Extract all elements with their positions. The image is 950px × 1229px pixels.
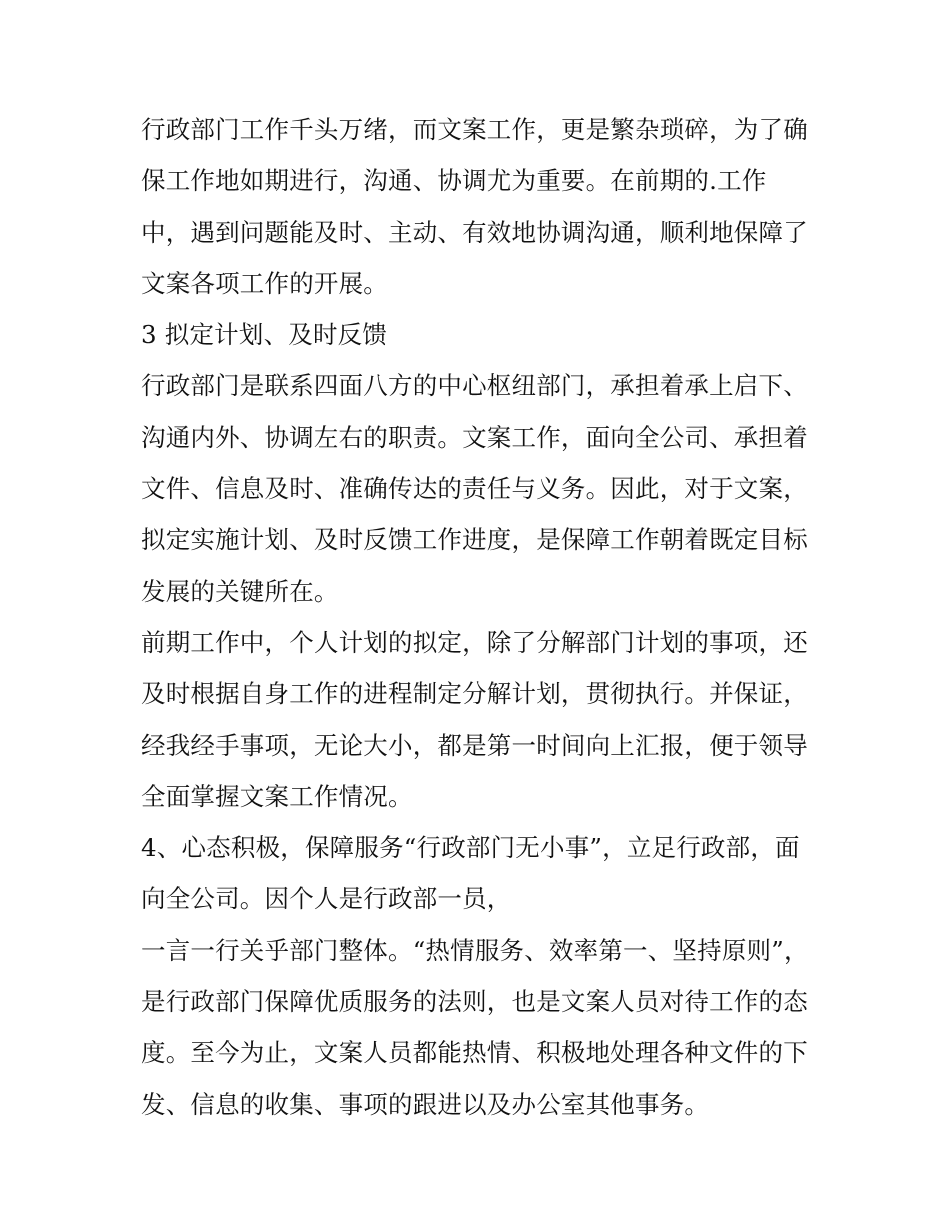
text-line-8: 文件、信息及时、准确传达的责任与义务。因此，对于文案， — [141, 474, 808, 504]
text-line-2: 保工作地如期进行，沟通、协调尤为重要。在前期的.工作 — [141, 166, 767, 196]
section-heading-3: 3 拟定计划、及时反馈 — [141, 320, 388, 350]
text-line-9: 拟定实施计划、及时反馈工作进度，是保障工作朝着既定目标 — [141, 525, 808, 555]
text-line-3: 中，遇到问题能及时、主动、有效地协调沟通，顺利地保障了 — [141, 217, 808, 247]
text-line-17: 一言一行关乎部门整体。“热情服务、效率第一、坚持原则”， — [141, 935, 809, 965]
text-line-19: 度。至今为止，文案人员都能热情、积极地处理各种文件的下 — [141, 1038, 808, 1068]
text-line-12: 及时根据自身工作的进程制定分解计划，贯彻执行。并保证， — [141, 679, 808, 709]
text-line-6: 行政部门是联系四面八方的中心枢纽部门，承担着承上启下、 — [141, 371, 808, 401]
text-line-13: 经我经手事项，无论大小，都是第一时间向上汇报，便于领导 — [141, 730, 808, 760]
text-line-16: 向全公司。因个人是行政部一员， — [141, 884, 512, 914]
text-line-20: 发、信息的收集、事项的跟进以及办公室其他事务。 — [141, 1089, 710, 1119]
text-line-11: 前期工作中，个人计划的拟定，除了分解部门计划的事项，还 — [141, 627, 808, 657]
text-line-10: 发展的关键所在。 — [141, 576, 339, 606]
text-line-18: 是行政部门保障优质服务的法则，也是文案人员对待工作的态 — [141, 987, 808, 1017]
text-line-7: 沟通内外、协调左右的职责。文案工作，面向全公司、承担着 — [141, 422, 808, 452]
section-heading-4: 4、心态积极，保障服务“行政部门无小事”，立足行政部，面 — [141, 833, 800, 863]
body-text — [141, 104, 821, 1130]
text-line-4: 文案各项工作的开展。 — [141, 268, 388, 298]
text-line-14: 全面掌握文案工作情况。 — [141, 781, 413, 811]
text-line-1: 行政部门工作千头万绪，而文案工作，更是繁杂琐碎，为了确 — [141, 115, 808, 144]
